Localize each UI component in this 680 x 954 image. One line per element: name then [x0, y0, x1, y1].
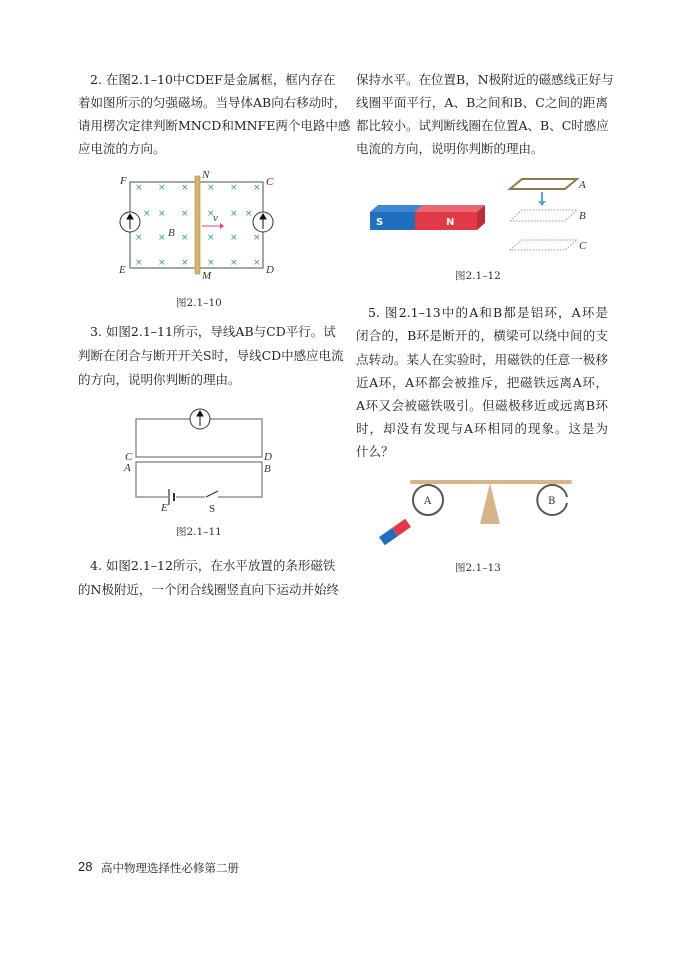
ring-b-label: B — [548, 496, 556, 507]
figure-2-1-11 — [123, 409, 272, 515]
field-cross: × — [230, 233, 238, 243]
q4-line: 电流的方向，说明你判断的理由。 — [356, 141, 544, 156]
q5-line: 什么？ — [356, 444, 394, 459]
field-cross: × — [253, 258, 261, 268]
field-cross: × — [181, 233, 189, 243]
q5-line: 近A环，A环都会被推斥，把磁铁远离A环， — [356, 375, 608, 390]
conductor-rod — [195, 176, 200, 274]
label-D: D — [266, 264, 274, 276]
small-magnet — [379, 519, 411, 546]
beam — [410, 480, 572, 484]
q3-line: 判断在闭合与断开开关S时，导线CD中感应电流 — [78, 348, 344, 363]
pivot — [480, 483, 500, 524]
q4-line: 线圈平面平行，A、B之间和B、C之间的距离 — [356, 95, 608, 110]
ring-a — [413, 485, 443, 515]
coil-position-c — [510, 240, 577, 250]
label-B: B — [168, 227, 175, 239]
q2-line: 应电流的方向。 — [78, 141, 166, 156]
coil-position-b — [510, 210, 577, 221]
field-cross: × — [207, 183, 215, 193]
field-cross: × — [181, 183, 189, 193]
q4-line: 都比较小。试判断线圈在位置A、B、C时感应 — [356, 118, 609, 133]
field-cross: × — [158, 183, 166, 193]
ring-a-label: A — [424, 496, 432, 507]
label-B: B — [579, 210, 586, 222]
q4-line: 的N极附近，一个闭合线圈竖直向下运动并始终 — [78, 582, 339, 597]
figure-caption: 图2.1–12 — [455, 270, 501, 282]
field-cross: × — [253, 233, 261, 243]
figure-2-1-10 — [118, 169, 274, 282]
field-cross: × — [135, 233, 143, 243]
q2-line: 2. 在图2.1–10中CDEF是金属框，框内存在 — [90, 72, 336, 87]
field-cross: × — [135, 258, 143, 268]
circuit-wires — [136, 419, 262, 505]
label-E: E — [161, 502, 168, 514]
q2-line: 着如图所示的匀强磁场。当导体AB向右移动时， — [78, 95, 347, 110]
label-S: S — [209, 503, 216, 515]
ammeter-right-icon — [253, 212, 273, 232]
label-A: A — [579, 179, 586, 191]
q5-line: 5. 图2.1–13中的A和B都是铝环，A环是 — [368, 305, 608, 320]
field-cross: × — [181, 258, 189, 268]
field-cross: × — [181, 209, 189, 219]
figure-caption: 图2.1–10 — [176, 297, 222, 309]
label-M: M — [202, 270, 212, 282]
field-cross: × — [207, 258, 215, 268]
field-cross: × — [135, 183, 143, 193]
magnet-s-label: S — [376, 217, 384, 228]
label-A: A — [124, 462, 131, 474]
figure-2-1-12 — [370, 179, 587, 252]
field-cross: × — [230, 209, 238, 219]
label-C: C — [579, 240, 587, 252]
figure-2-1-13 — [379, 480, 572, 545]
field-cross: × — [158, 258, 166, 268]
q5-line: 闭合的，B环是断开的，横梁可以绕中间的支 — [356, 328, 608, 343]
magnet-n-label: N — [446, 217, 455, 228]
ring-b — [537, 485, 567, 515]
q5-line: 时，却没有发现与A环相同的现象。这是为 — [356, 421, 608, 436]
label-N: N — [202, 169, 210, 181]
ammeter-left-icon — [120, 212, 140, 232]
figure-caption: 图2.1–13 — [455, 562, 501, 574]
q2-line: 请用楞次定律判断MNCD和MNFE两个电路中感 — [78, 118, 351, 133]
label-B: B — [264, 463, 271, 475]
coil-position-a — [510, 179, 577, 189]
q5-line: A环又会被磁铁吸引。但磁极移近或远离B环 — [356, 398, 608, 413]
label-v: v — [213, 212, 218, 224]
field-cross: × — [230, 183, 238, 193]
field-cross: × — [207, 209, 215, 219]
page-number: 28 — [78, 859, 93, 874]
figure-caption: 图2.1–11 — [176, 526, 222, 538]
field-cross: × — [143, 209, 151, 219]
bar-magnet — [370, 205, 485, 230]
q4-line: 4. 如图2.1–12所示，在水平放置的条形磁铁 — [90, 558, 336, 573]
field-cross: × — [207, 233, 215, 243]
label-C: C — [266, 176, 274, 188]
q5-line: 点转动。某人在实验时，用磁铁的任意一极移 — [356, 352, 608, 367]
field-cross: × — [253, 183, 261, 193]
label-E: E — [119, 264, 126, 276]
label-C: C — [125, 451, 133, 463]
q3-line: 的方向，说明你判断的理由。 — [78, 372, 241, 387]
label-D: D — [264, 451, 272, 463]
q3-line: 3. 如图2.1–11所示，导线AB与CD平行。试 — [90, 324, 336, 339]
field-cross: × — [158, 209, 166, 219]
field-cross: × — [158, 233, 166, 243]
field-cross: × — [245, 209, 253, 219]
q4-line: 保持水平。在位置B，N极附近的磁感线正好与 — [356, 72, 614, 87]
label-F: F — [120, 175, 127, 187]
down-arrow-icon — [538, 192, 546, 206]
galvanometer-icon — [190, 409, 210, 429]
book-title: 高中物理选择性必修第二册 — [101, 861, 239, 875]
field-cross: × — [230, 258, 238, 268]
